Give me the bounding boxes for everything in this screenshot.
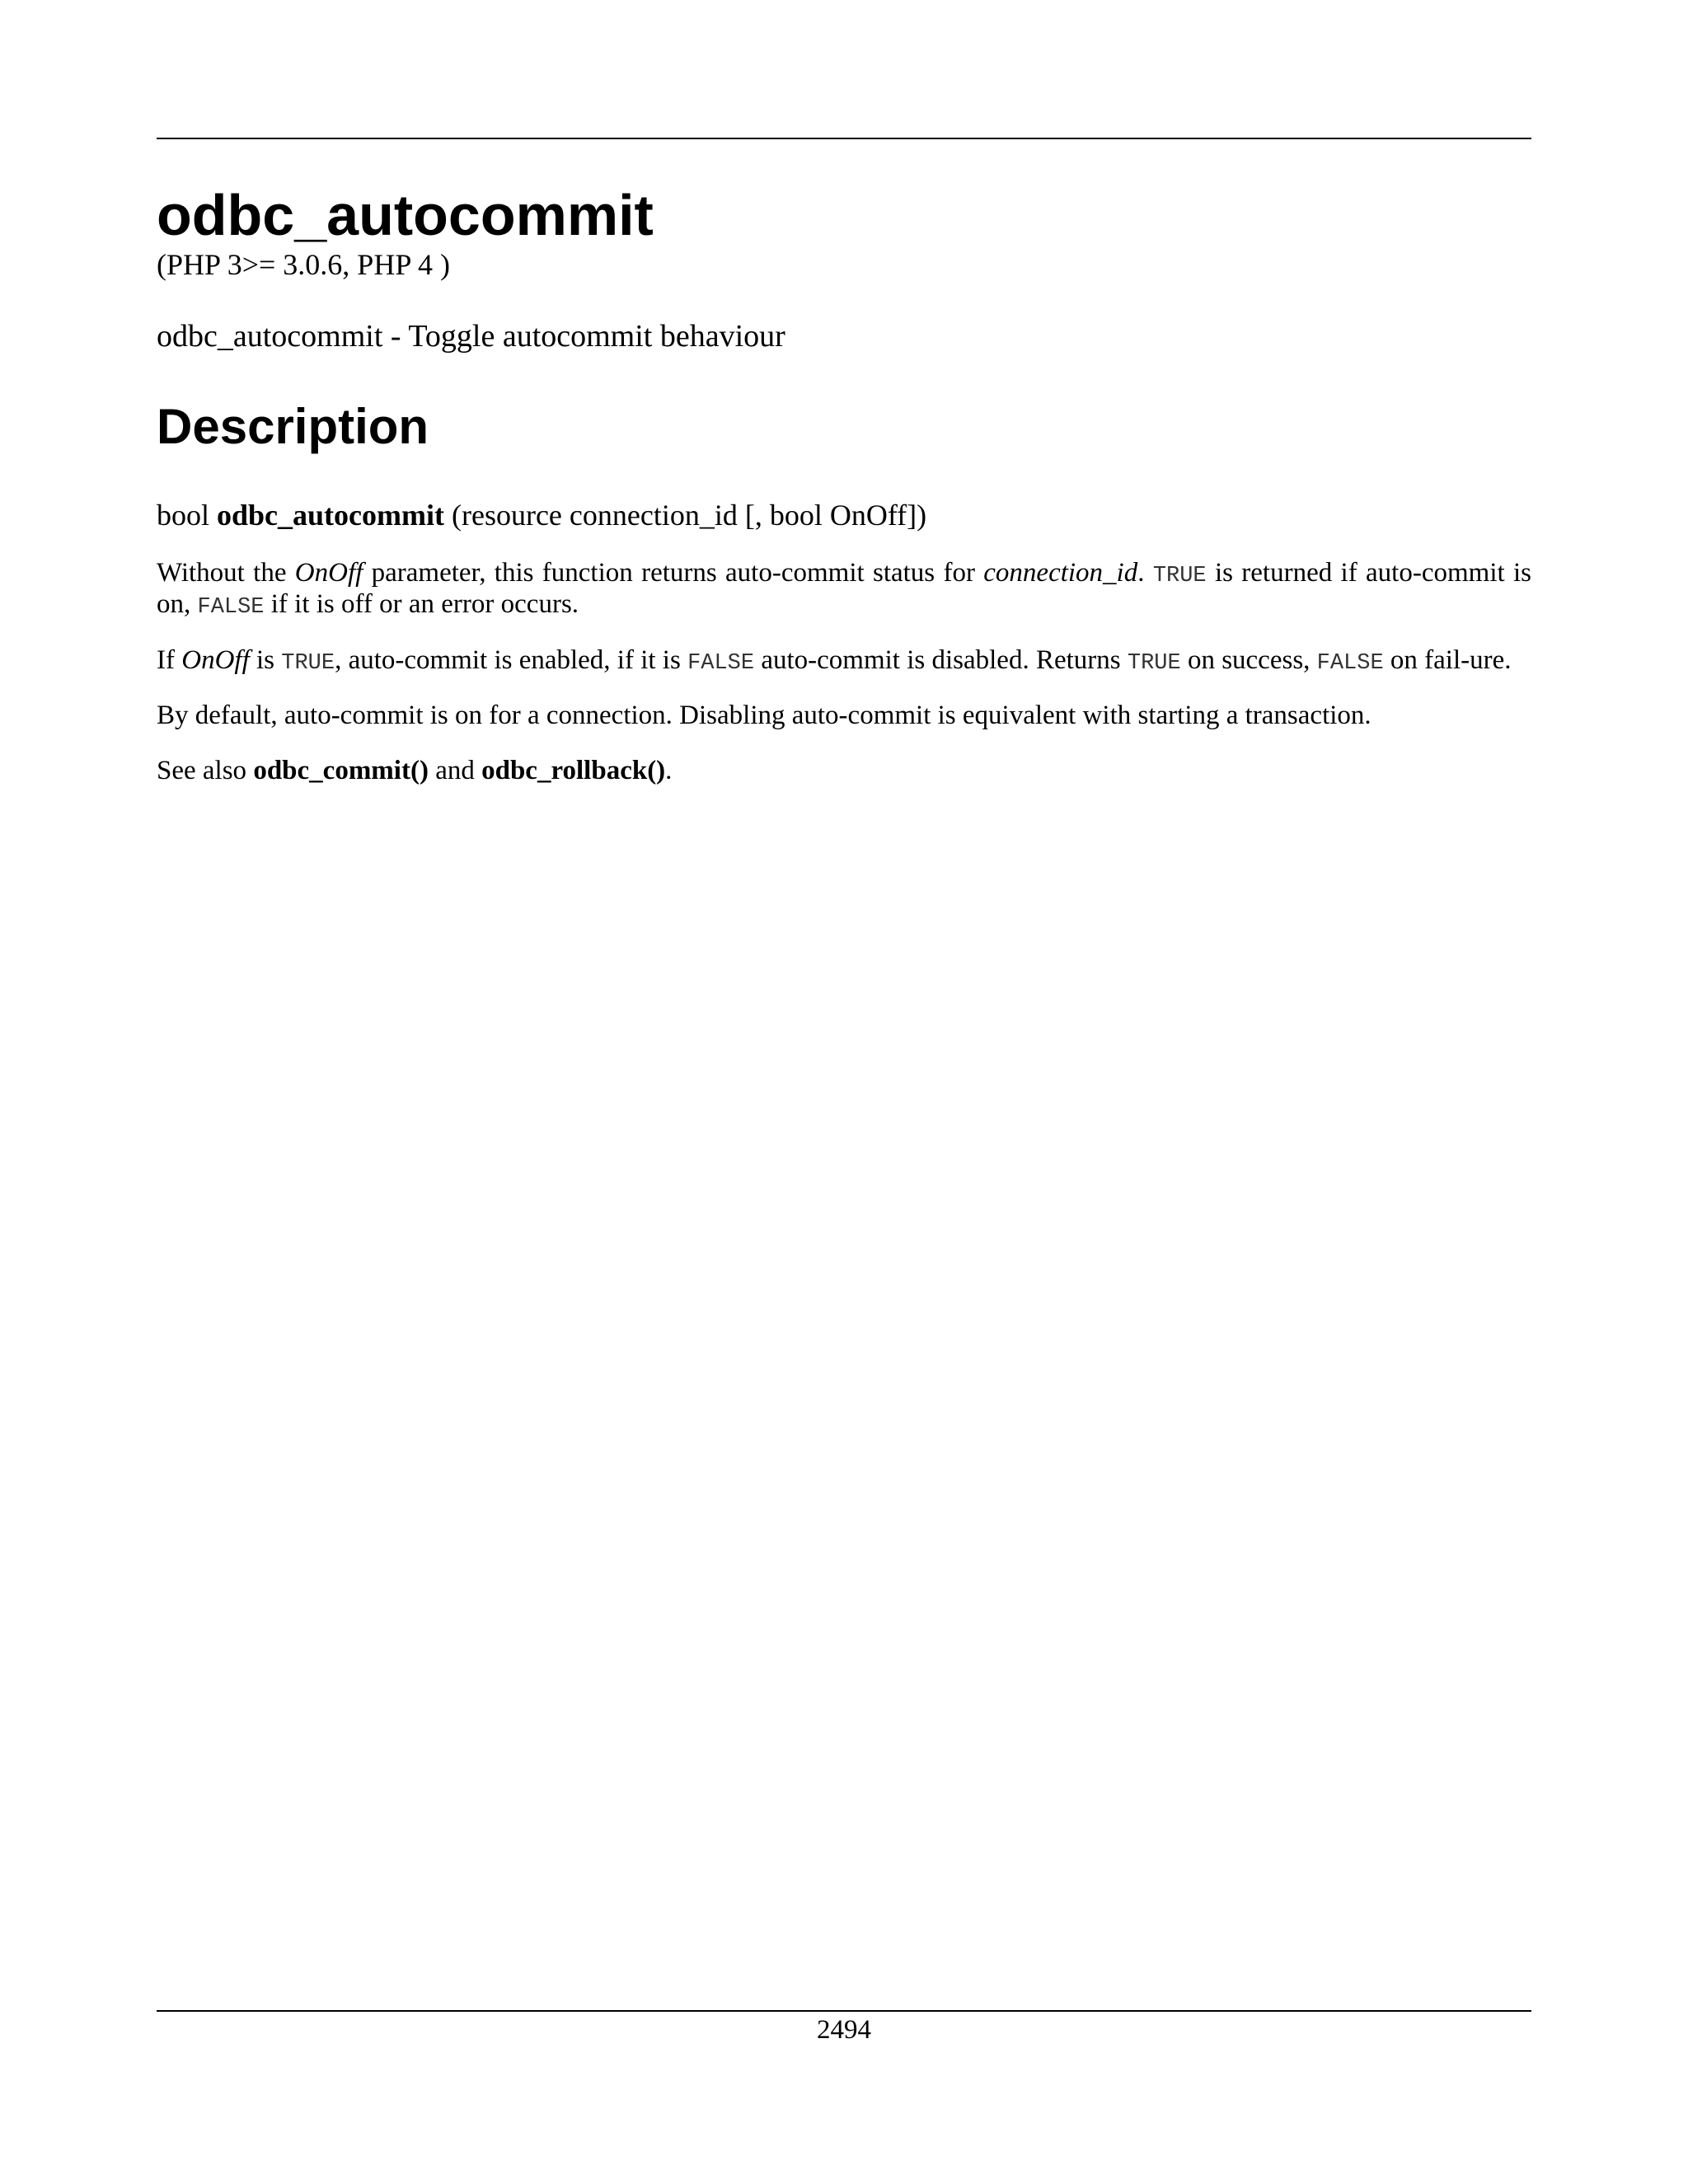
page-content — [157, 183, 1531, 785]
text-run: parameter, this function returns auto-commit status for — [363, 558, 984, 588]
text-run: on fail-ure. — [1383, 644, 1512, 675]
text-run: is — [249, 644, 282, 675]
text-run: See also — [157, 755, 254, 785]
text-run: if it is off or an error occurs. — [264, 589, 579, 620]
constant-false: FALSE — [687, 650, 755, 676]
param-onoff: OnOff — [294, 558, 363, 588]
constant-false: FALSE — [197, 595, 265, 621]
function-synopsis — [157, 498, 1531, 533]
refname-line: odbc_autocommit - Toggle autocommit behaviour — [157, 318, 785, 354]
page-number: 2494 — [817, 2015, 871, 2045]
footer-rule — [157, 2010, 1531, 2012]
return-type: bool — [157, 499, 210, 532]
text-run: , auto-commit is enabled, if it is — [335, 644, 688, 675]
constant-false: FALSE — [1316, 650, 1384, 676]
php-versions: (PHP 3>= 3.0.6, PHP 4 ) — [157, 248, 450, 282]
text-run: Without the — [157, 558, 295, 588]
text-run: auto-commit is disabled. Returns — [754, 644, 1128, 675]
link-odbc-rollback[interactable]: odbc_rollback() — [481, 755, 666, 785]
constant-true: TRUE — [1152, 564, 1207, 589]
constant-true: TRUE — [1127, 650, 1181, 676]
paragraph-return-status — [157, 558, 1531, 620]
link-odbc-commit[interactable]: odbc_commit() — [253, 755, 429, 785]
function-name: odbc_autocommit — [217, 499, 444, 532]
paragraph-enable-disable — [157, 645, 1531, 677]
text-run: . — [1137, 558, 1153, 588]
param-onoff: OnOff — [181, 644, 250, 675]
text-run: on success, — [1180, 644, 1317, 675]
description-heading: Description — [157, 399, 429, 455]
param-connection-id: connection_id — [983, 558, 1138, 588]
constant-true: TRUE — [281, 650, 335, 676]
page-title: odbc_autocommit — [157, 183, 654, 247]
header-rule — [157, 138, 1531, 139]
paragraph-default-behaviour: By default, auto-commit is on for a connection. Disabling auto-commit is equivalent with starting a transaction. — [157, 701, 1372, 731]
text-run: If — [157, 644, 182, 675]
text-run: . — [665, 755, 673, 785]
text-run: is returned if auto-commit is on, — [157, 558, 1531, 620]
function-params: (resource connection_id [, bool OnOff]) — [452, 499, 927, 532]
see-also — [157, 756, 1531, 785]
text-run: and — [428, 755, 482, 785]
